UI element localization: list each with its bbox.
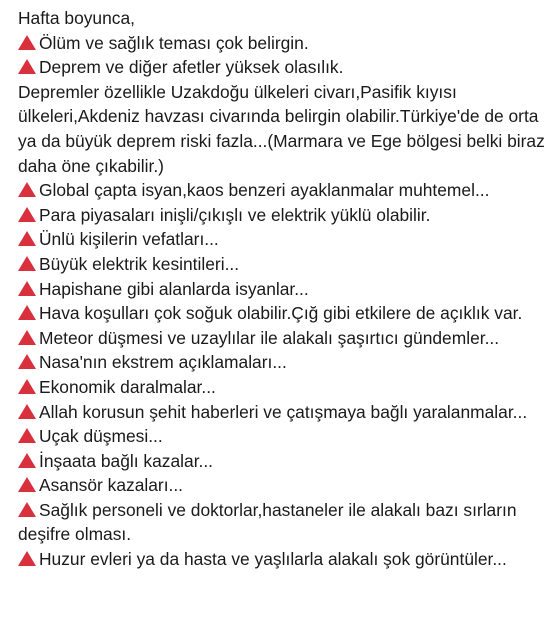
list-item xyxy=(18,400,554,425)
list-item-text: Ekonomik daralmalar... xyxy=(39,376,216,397)
list-item-text: İnşaata bağlı kazalar... xyxy=(39,450,214,471)
list-item-text: Meteor düşmesi ve uzaylılar ile alakalı şaşırtıcı gündemler... xyxy=(39,327,500,348)
list-item xyxy=(18,326,554,351)
red-triangle-icon xyxy=(18,231,36,246)
list-item xyxy=(18,375,554,400)
list-item xyxy=(18,277,554,302)
list-item-text: Para piyasaları inişli/çıkışlı ve elektrik yüklü olabilir. xyxy=(39,204,431,225)
list-item-text: Huzur evleri ya da hasta ve yaşlılarla alakalı şok görüntüler... xyxy=(39,549,507,570)
list-item xyxy=(18,547,554,572)
list-item xyxy=(18,498,554,547)
red-triangle-icon xyxy=(18,182,36,197)
intro-line: Hafta boyunca, xyxy=(18,8,135,28)
list-item-text: Ölüm ve sağlık teması çok belirgin. xyxy=(39,32,309,53)
red-triangle-icon xyxy=(18,330,36,345)
red-triangle-icon xyxy=(18,35,36,50)
red-triangle-icon xyxy=(18,404,36,419)
list-item-text: Global çapta isyan,kaos benzeri ayaklanmalar muhtemel... xyxy=(39,180,490,201)
list-item-text: Allah korusun şehit haberleri ve çatışmaya bağlı yaralanmalar... xyxy=(39,401,528,422)
red-triangle-icon xyxy=(18,551,36,566)
red-triangle-icon xyxy=(18,256,36,271)
list-item xyxy=(18,424,554,449)
red-triangle-icon xyxy=(18,207,36,222)
list-item-text: Asansör kazaları... xyxy=(39,475,184,496)
list-item-text: Nasa'nın ekstrem açıklamaları... xyxy=(39,352,287,373)
red-triangle-icon xyxy=(18,281,36,296)
list-item-text: Uçak düşmesi... xyxy=(39,426,163,447)
list-item-text: Deprem ve diğer afetler yüksek olasılık. xyxy=(39,57,344,78)
list-item-text: Hava koşulları çok soğuk olabilir.Çığ gibi etkilere de açıklık var. xyxy=(39,303,523,324)
list-item xyxy=(18,31,554,56)
list-item xyxy=(18,227,554,252)
red-triangle-icon xyxy=(18,428,36,443)
list-item xyxy=(18,350,554,375)
list-item xyxy=(18,203,554,228)
red-triangle-icon xyxy=(18,379,36,394)
red-triangle-icon xyxy=(18,354,36,369)
list-item-text: Hapishane gibi alanlarda isyanlar... xyxy=(39,278,309,299)
red-triangle-icon xyxy=(18,477,36,492)
list-item xyxy=(18,252,554,277)
earthquake-paragraph: Depremler özellikle Uzakdoğu ülkeleri civarı,Pasifik kıyısı ülkeleri,Akdeniz havzası civarında belirgin olabilir.Türkiye'de de orta ya da büyük deprem riski fazla...(Marmara ve Ege bölgesi belki biraz daha öne çıkabilir.) xyxy=(18,81,545,176)
red-triangle-icon xyxy=(18,305,36,320)
red-triangle-icon xyxy=(18,59,36,74)
list-item-text: Ünlü kişilerin vefatları... xyxy=(39,229,219,250)
list-item-text: Büyük elektrik kesintileri... xyxy=(39,253,240,274)
list-item xyxy=(18,449,554,474)
list-item xyxy=(18,301,554,326)
list-item xyxy=(18,178,554,203)
post-text xyxy=(18,6,554,572)
list-item-text: Sağlık personeli ve doktorlar,hastaneler ile alakalı bazı sırların deşifre olması. xyxy=(18,499,517,545)
list-item xyxy=(18,473,554,498)
red-triangle-icon xyxy=(18,453,36,468)
red-triangle-icon xyxy=(18,502,36,517)
list-item xyxy=(18,55,554,80)
